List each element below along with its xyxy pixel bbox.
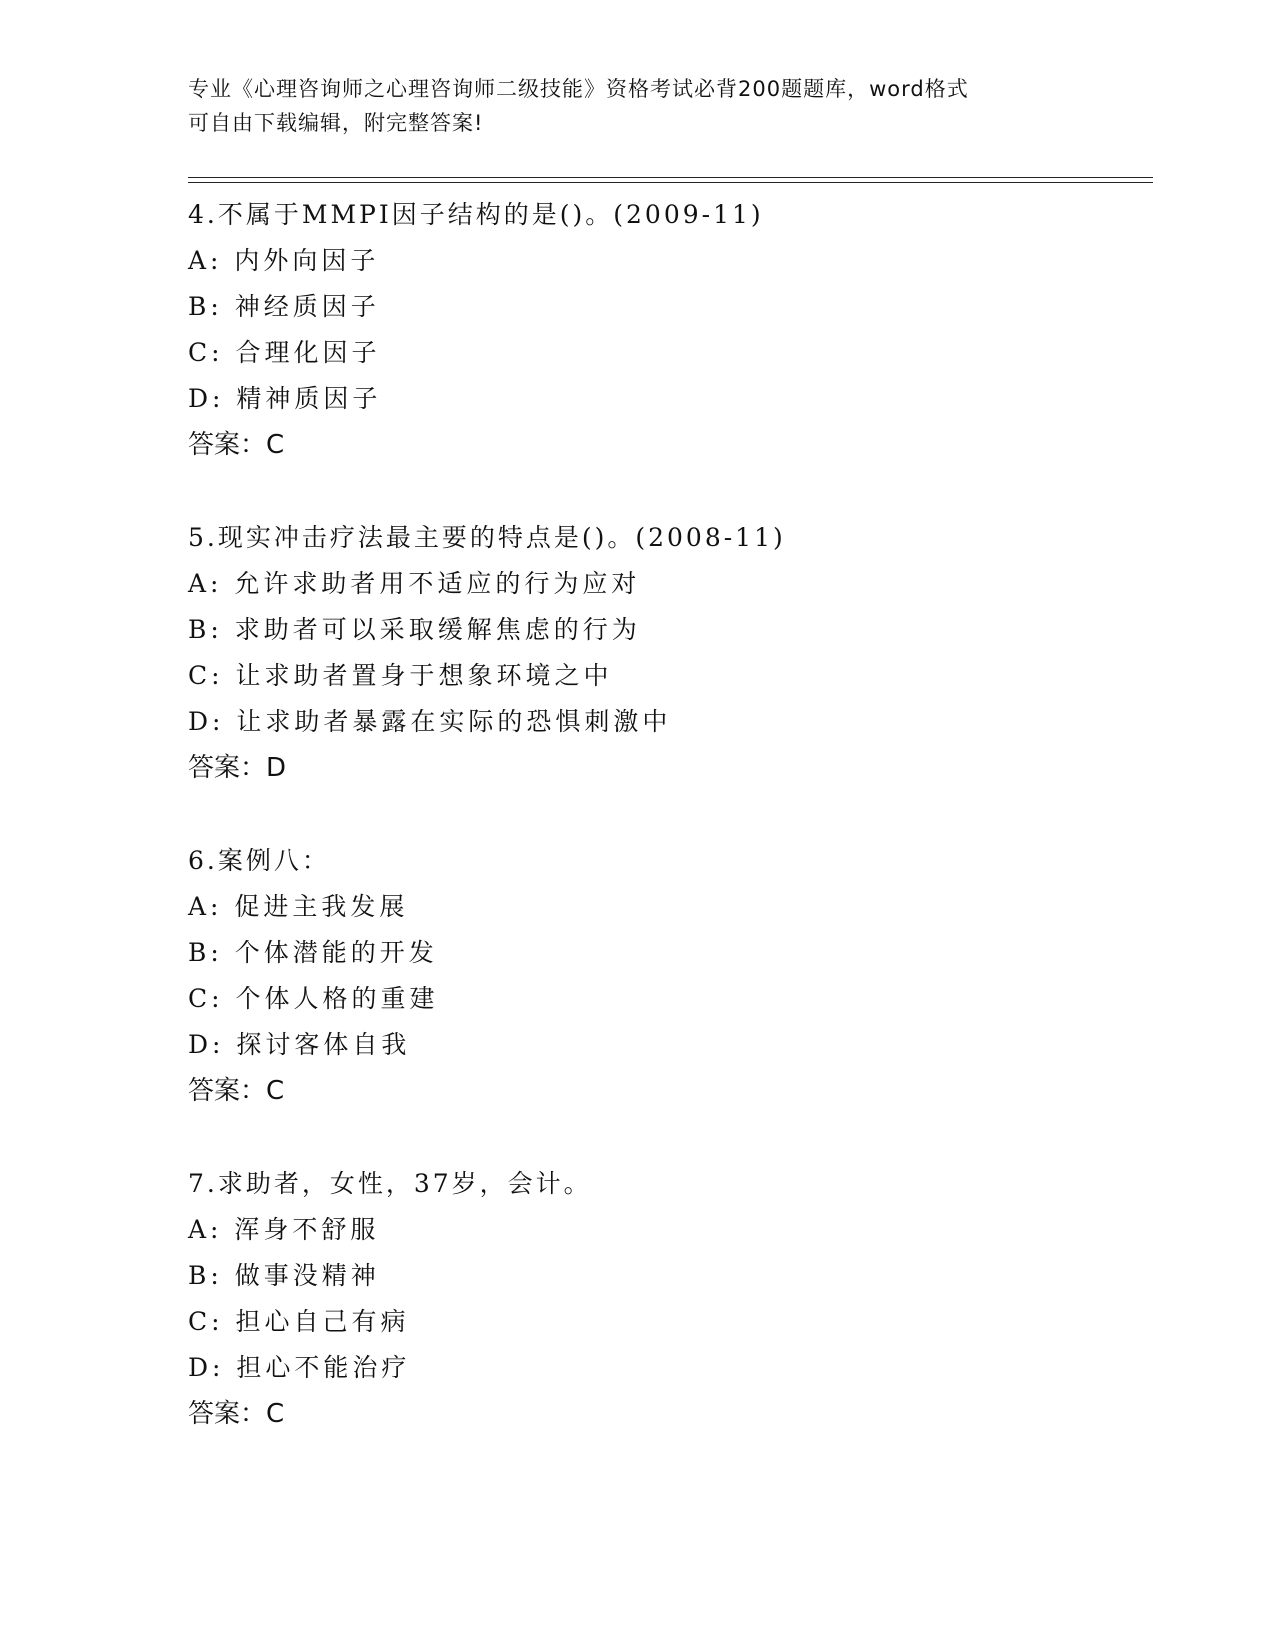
option-d: D: 让求助者暴露在实际的恐惧刺激中 (188, 707, 672, 736)
option-a: A: 内外向因子 (188, 246, 380, 275)
document-header (188, 72, 1088, 140)
header-divider-bottom (188, 182, 1153, 183)
header-line-1: 专业《心理咨询师之心理咨询师二级技能》资格考试必背200题题库，word格式 (188, 77, 969, 101)
answer-line: 答案：C (188, 430, 285, 460)
option-c: C: 合理化因子 (188, 338, 381, 367)
option-b: B: 个体潜能的开发 (188, 938, 438, 967)
option-a: A: 允许求助者用不适应的行为应对 (188, 569, 641, 598)
question-stem: 5.现实冲击疗法最主要的特点是()。(2008-11) (188, 523, 786, 552)
option-d: D: 精神质因子 (188, 384, 382, 413)
question-list (188, 192, 1148, 1484)
question-6 (188, 838, 1148, 1114)
header-line-2: 可自由下载编辑，附完整答案! (188, 111, 484, 135)
question-stem: 7.求助者，女性，37岁，会计。 (188, 1169, 592, 1198)
option-b: B: 做事没精神 (188, 1261, 380, 1290)
option-c: C: 担心自己有病 (188, 1307, 410, 1336)
option-a: A: 促进主我发展 (188, 892, 409, 921)
option-b: B: 神经质因子 (188, 292, 380, 321)
option-d: D: 担心不能治疗 (188, 1353, 411, 1382)
question-5 (188, 515, 1148, 791)
option-a: A: 浑身不舒服 (188, 1215, 380, 1244)
option-d: D: 探讨客体自我 (188, 1030, 411, 1059)
answer-line: 答案：D (188, 753, 287, 783)
header-divider-top (188, 177, 1153, 178)
answer-line: 答案：C (188, 1076, 285, 1106)
answer-line: 答案：C (188, 1399, 285, 1429)
question-4 (188, 192, 1148, 468)
question-stem: 6.案例八： (188, 846, 330, 875)
option-b: B: 求助者可以采取缓解焦虑的行为 (188, 615, 641, 644)
question-7 (188, 1161, 1148, 1437)
option-c: C: 个体人格的重建 (188, 984, 439, 1013)
option-c: C: 让求助者置身于想象环境之中 (188, 661, 613, 690)
question-stem: 4.不属于MMPI因子结构的是()。(2009-11) (188, 200, 764, 229)
